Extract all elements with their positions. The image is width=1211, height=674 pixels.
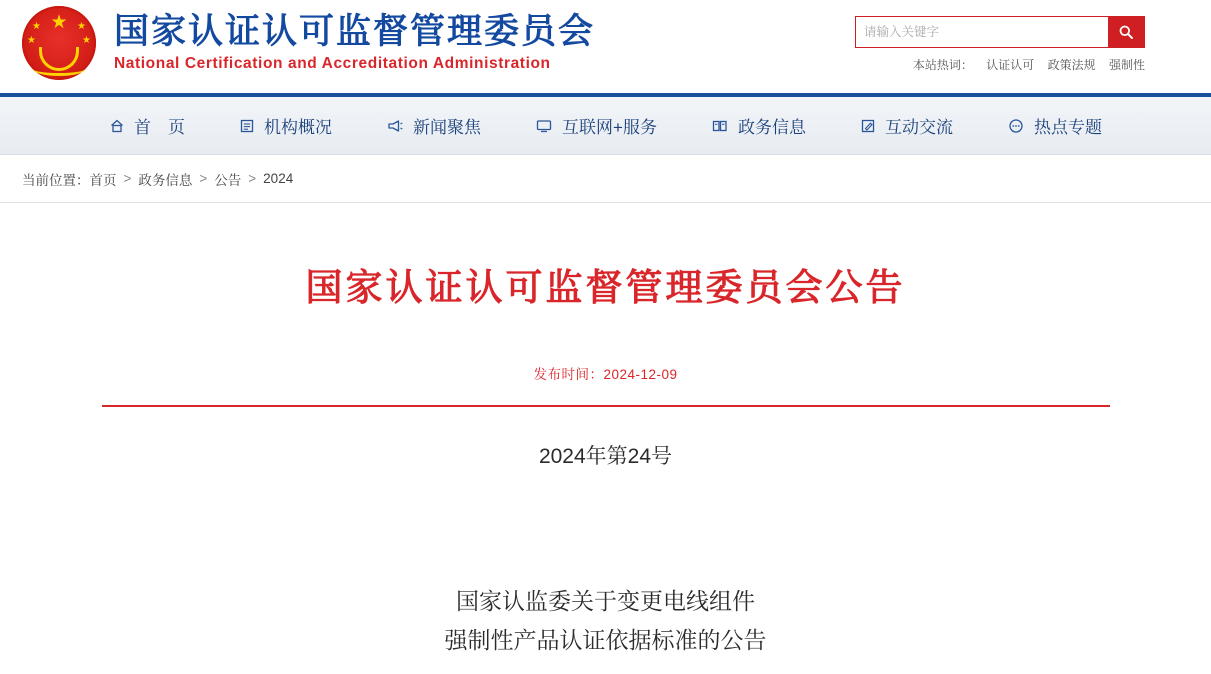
books-icon	[711, 118, 729, 134]
megaphone-icon	[386, 118, 404, 134]
nav-label-home: 首 页	[134, 118, 186, 137]
site-title-en: National Certification and Accreditation Administration	[114, 55, 551, 73]
nav-item-interaction[interactable]	[833, 113, 980, 138]
nav-item-overview[interactable]	[212, 113, 359, 138]
monitor-icon	[535, 118, 553, 134]
search-icon	[1118, 24, 1134, 40]
home-icon	[109, 118, 125, 134]
nav-label-hot-topics: 热点专题	[1033, 118, 1102, 137]
site-title-block	[114, 13, 595, 74]
nav-label-interaction: 互动交流	[884, 118, 953, 137]
nav-item-government-info[interactable]	[684, 113, 833, 138]
site-header	[0, 0, 1211, 97]
search-box[interactable]	[855, 16, 1145, 48]
nav-label-overview: 机构概况	[264, 118, 333, 137]
nav-item-internet-service[interactable]	[508, 113, 684, 138]
nav-label-news: 新闻聚焦	[413, 118, 482, 137]
breadcrumb-item-0[interactable]: 首页	[89, 172, 117, 188]
search-button[interactable]	[1108, 17, 1144, 47]
document-subject-line-2: 强制性产品认证依据标准的公告	[444, 626, 767, 653]
hot-word-2[interactable]: 强制性	[1108, 58, 1145, 72]
divider	[102, 405, 1110, 407]
nav-item-news[interactable]	[359, 113, 508, 138]
national-emblem-icon: ★ ★ ★ ★ ★	[22, 6, 96, 80]
chat-icon	[1007, 118, 1025, 134]
hot-word-0[interactable]: 认证认可	[986, 58, 1035, 72]
hot-word-1[interactable]: 政策法规	[1047, 58, 1096, 72]
publish-time	[102, 363, 1110, 383]
breadcrumb-item-2[interactable]: 公告	[214, 172, 242, 188]
breadcrumb-separator: >	[248, 171, 257, 186]
edit-square-icon	[860, 118, 876, 134]
hot-words-label: 本站热词：	[912, 58, 973, 72]
publish-time-value: 2024-12-09	[603, 367, 678, 383]
breadcrumb	[0, 155, 1211, 203]
breadcrumb-separator: >	[123, 171, 132, 186]
breadcrumb-label: 当前位置：	[22, 172, 90, 188]
nav-label-government-info: 政务信息	[737, 118, 806, 137]
nav-label-internet-service: 互联网+服务	[562, 118, 657, 137]
site-title-cn: 国家认证认可监督管理委员会	[114, 11, 596, 51]
nav-item-home[interactable]	[82, 113, 212, 138]
nav-item-hot-topics[interactable]	[980, 113, 1129, 138]
breadcrumb-item-3[interactable]: 2024	[263, 171, 294, 186]
article-body	[102, 203, 1110, 660]
document-subject	[102, 582, 1110, 659]
publish-time-label: 发布时间：	[533, 367, 604, 383]
page-title: 国家认证认可监督管理委员会公告	[305, 267, 906, 308]
hot-words	[855, 56, 1145, 73]
search-area	[855, 16, 1145, 73]
document-icon	[239, 118, 255, 134]
main-navigation	[0, 97, 1211, 155]
breadcrumb-item-1[interactable]: 政务信息	[138, 172, 193, 188]
document-number: 2024年第24号	[538, 445, 673, 469]
site-brand[interactable]	[22, 6, 595, 80]
document-subject-line-1: 国家认监委关于变更电线组件	[456, 588, 755, 615]
breadcrumb-separator: >	[199, 171, 208, 186]
search-input[interactable]	[856, 17, 1108, 47]
